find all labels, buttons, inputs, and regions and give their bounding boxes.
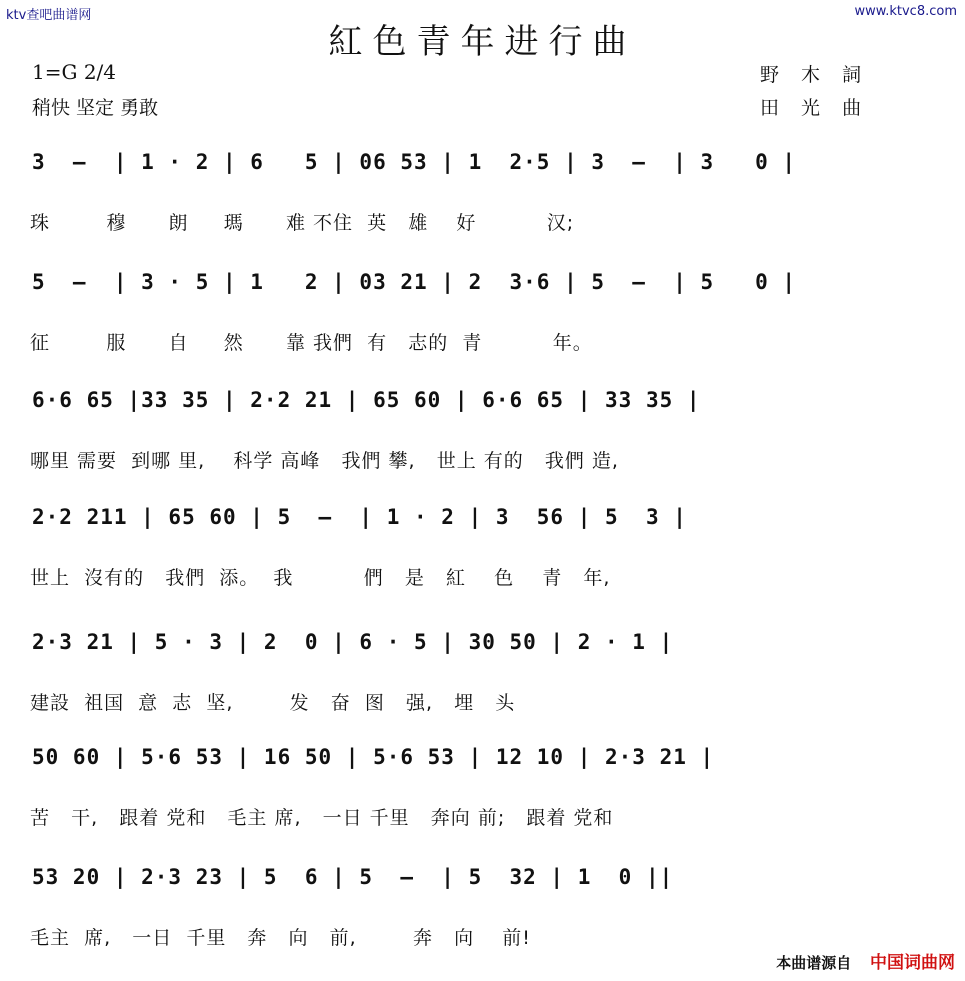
notation-row: 5 — | 3 · 5 | 1 2 | 03 21 | 2 3·6 | 5 — | 5 0 | [32, 270, 797, 294]
footer-site[interactable]: 中国词曲网 [870, 953, 955, 973]
song-title: 紅色青年进行曲 [328, 22, 637, 62]
watermark-left: ktv查吧曲谱网 [6, 8, 92, 23]
footer-source: 本曲谱源自 [776, 954, 852, 972]
lyric-row: 珠 穆 朗 瑪 难 不住 英 雄 好 汉; [30, 212, 575, 234]
lyric-row: 哪里 需要 到哪 里, 科学 高峰 我們 攀, 世上 有的 我們 造, [30, 450, 619, 472]
lyric-row: 征 服 自 然 靠 我們 有 志的 青 年。 [30, 332, 593, 354]
tempo-marking: 稍快 坚定 勇敢 [32, 97, 159, 119]
lyricist-credit: 野 木 詞 [760, 64, 870, 86]
watermark-right: www.ktvc8.com [854, 4, 957, 19]
notation-row: 50 60 | 5·6 53 | 16 50 | 5·6 53 | 12 10 | 2·3 21 | [32, 745, 715, 769]
lyric-row: 建設 祖国 意 志 坚, 发 奋 图 强, 埋 头 [30, 692, 516, 714]
composer-credit: 田 光 曲 [760, 97, 870, 119]
notation-row: 2·3 21 | 5 · 3 | 2 0 | 6 · 5 | 30 50 | 2 · 1 | [32, 630, 674, 654]
notation-row: 3 — | 1 · 2 | 6 5 | 06 53 | 1 2·5 | 3 — | 3 0 | [32, 150, 797, 174]
notation-row: 2·2 211 | 65 60 | 5 — | 1 · 2 | 3 56 | 5 3 | [32, 505, 687, 529]
lyric-row: 毛主 席, 一日 千里 奔 向 前, 奔 向 前! [30, 927, 531, 949]
lyric-row: 苦 干, 跟着 党和 毛主 席, 一日 千里 奔向 前; 跟着 党和 [30, 807, 614, 829]
notation-row: 53 20 | 2·3 23 | 5 6 | 5 — | 5 32 | 1 0 || [32, 865, 674, 889]
notation-row: 6·6 65 |33 35 | 2·2 21 | 65 60 | 6·6 65 | 33 35 | [32, 388, 701, 412]
lyric-row: 世上 沒有的 我們 添。 我 們 是 紅 色 青 年, [30, 567, 611, 589]
key-signature: 1=G 2/4 [32, 60, 117, 84]
footer [776, 948, 955, 973]
